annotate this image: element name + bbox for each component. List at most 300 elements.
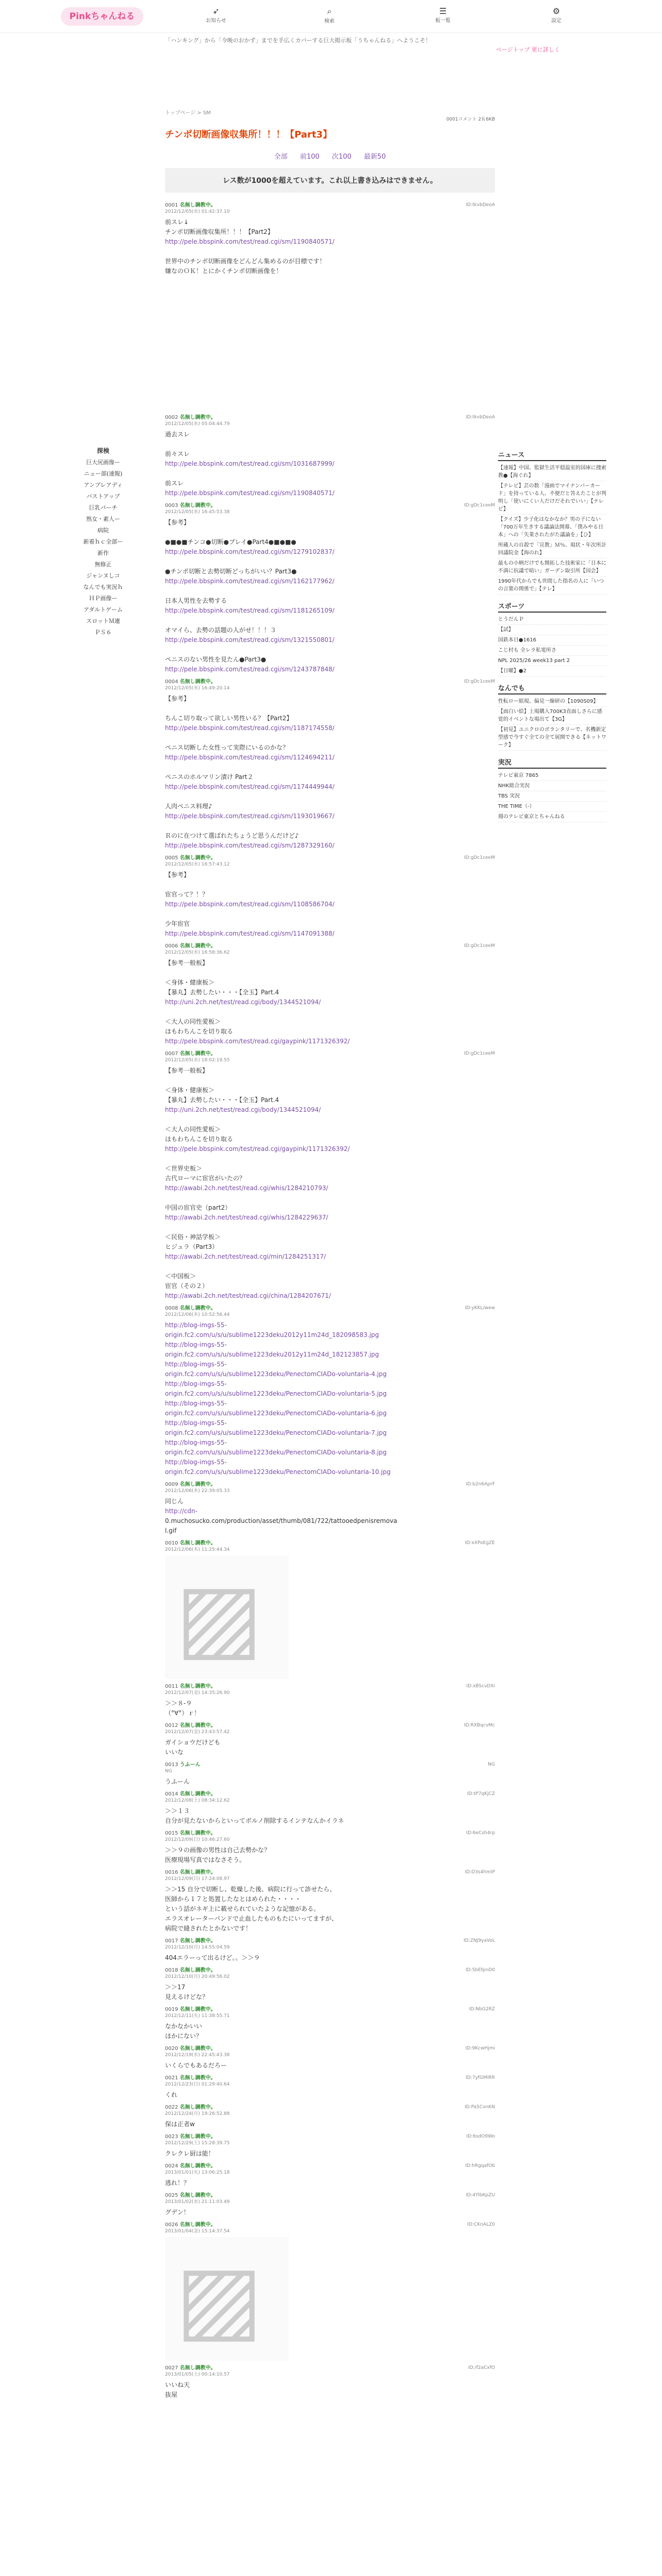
image-placeholder-icon: ▨ <box>175 2245 263 2352</box>
post-author: 名無し調教中。 <box>179 2222 216 2228</box>
right-section-item[interactable]: NHK総合実況 <box>498 781 606 791</box>
left-menu-item[interactable]: ニュー部(速報) <box>84 470 123 477</box>
post-number[interactable]: 0018 <box>165 1968 178 1973</box>
post-line: ＜民俗・神話学板＞ <box>165 1233 221 1241</box>
post-body <box>165 2090 495 2100</box>
post-line <box>165 1262 495 1272</box>
post-line: 世界中のチンポ切断画像をどんどん集めるのが目標です！ <box>165 258 326 265</box>
jump-all[interactable]: 全部 <box>274 153 288 161</box>
right-section-item[interactable]: 週のテレビ東京とちゃんねる <box>498 812 606 822</box>
post-link[interactable]: http://blog-imgs-55- <box>165 1439 227 1446</box>
thread-info: 0001コメント 2Ｋ6KB <box>446 117 495 122</box>
post-id[interactable]: ID:6sdO9Wo <box>466 2134 495 2139</box>
post-id[interactable]: ID:gDc1ceeM <box>464 855 495 860</box>
post-link[interactable]: http://cdn- <box>165 1507 197 1515</box>
post-header <box>165 502 495 516</box>
post-link[interactable]: origin.fc2.com/u/s/u/sublime1223deku2012y11m24d_182098583.jpg <box>165 1331 379 1338</box>
post-body <box>165 2208 495 2217</box>
post <box>165 2192 495 2217</box>
post-line: 【参考】 <box>165 519 190 526</box>
post-number[interactable]: 0009 <box>165 1482 178 1487</box>
post-line: チンポ切断画像収集所！！！【Part2】 <box>165 228 274 235</box>
post-header <box>165 2163 495 2176</box>
post-line: なかなかいい <box>165 2023 203 2030</box>
post-line: 前々スレ <box>165 450 190 457</box>
left-menu-item[interactable]: スロットＭ連 <box>86 618 120 624</box>
post-date: 2012/12/05(水) 16:57:43.12 <box>165 862 230 867</box>
right-section-item[interactable]: 【速報】中国、監獄生活平穏温室的国庫に捜索教●【海ぐれ】 <box>498 463 606 481</box>
right-section-item[interactable]: 1990年代からでも世間した指名の人に「いつの言葉の関係で」【テレ】 <box>498 577 606 595</box>
post <box>165 2133 495 2159</box>
post-id[interactable]: ID:Pa5CvnKN <box>465 2105 495 2110</box>
post-number[interactable]: 0026 <box>165 2222 178 2228</box>
nav-settings[interactable]: ⚙ 設定 <box>544 6 568 24</box>
post-number[interactable]: 0008 <box>165 1306 178 1311</box>
post-id[interactable]: ID:tkvbDeoA <box>466 415 495 420</box>
post-number[interactable]: 0002 <box>165 415 178 420</box>
post-image[interactable] <box>165 1555 289 1679</box>
search-icon: ⌕ <box>327 6 332 16</box>
post <box>165 2075 495 2100</box>
post-link[interactable]: http://pele.bbspink.com/test/read.cgi/gaypink/1171326392/ <box>165 1145 350 1153</box>
post-author: 名無し調教中。 <box>179 2193 216 2198</box>
post-number[interactable]: 0016 <box>165 1870 178 1875</box>
post-line: 【参考】 <box>165 695 190 702</box>
post-body <box>165 870 495 939</box>
post-line: ＞＞１３ <box>165 1807 190 1815</box>
post-link[interactable]: http://pele.bbspink.com/test/read.cgi/gaypink/1171326392/ <box>165 1038 350 1045</box>
post-link[interactable]: http://pele.bbspink.com/test/read.cgi/sm/1124694211/ <box>165 754 335 761</box>
post-author: 名無し調教中。 <box>179 2105 216 2110</box>
post-body <box>165 1845 495 1865</box>
post-line <box>165 792 495 802</box>
post-id[interactable]: ID:6eCsh4rp <box>466 1831 495 1836</box>
jump-next100[interactable]: 次100 <box>332 153 352 161</box>
post-line: ヒジュラ（Part3） <box>165 1243 219 1250</box>
nav-search[interactable]: ⌕ 検索 <box>318 6 341 24</box>
post-line: ペニスのない男性を見たん●Part3● <box>165 656 267 663</box>
post <box>165 2163 495 2188</box>
post-header <box>165 1869 495 1883</box>
post-line <box>165 1115 495 1125</box>
right-section-item[interactable]: 【試】 <box>498 625 606 635</box>
right-section-item[interactable]: 【面白い絵】上場購入700K3直面しさらに感覚的イベントな場出て【3G】 <box>498 707 606 725</box>
post-number[interactable]: 0023 <box>165 2134 178 2140</box>
post-id[interactable]: ID:tkvbDeoA <box>466 202 495 208</box>
post-body <box>165 1777 495 1787</box>
post-link[interactable]: http://pele.bbspink.com/test/read.cgi/sm/1174449944/ <box>165 783 335 790</box>
post-date: 2012/12/06(木) 11:25:44.34 <box>165 1547 230 1552</box>
post-line: ＞＞９の画像の男性は自己去勢かな？ <box>165 1846 271 1854</box>
post-id[interactable]: ID:7yfGMIRR <box>466 2075 495 2080</box>
post-id[interactable]: ID:/f2aCxfO <box>468 2365 495 2370</box>
post-header <box>165 414 495 428</box>
post-number[interactable]: 0004 <box>165 679 178 685</box>
post-author: 名無し調教中。 <box>179 1684 216 1689</box>
post-line: ＜世界史板＞ <box>165 1165 203 1172</box>
rocket-icon: ➶ <box>212 6 220 16</box>
post-link[interactable]: http://pele.bbspink.com/test/read.cgi/sm/1279102837/ <box>165 548 335 555</box>
post-date: 2012/12/05(水) 05:04:44.79 <box>165 421 230 427</box>
post-header <box>165 679 495 692</box>
post-link[interactable]: http://blog-imgs-55- <box>165 1400 227 1407</box>
post-header <box>165 1761 495 1775</box>
post-link[interactable]: http://awabi.2ch.net/test/read.cgi/min/1284251317/ <box>165 1253 326 1260</box>
post-line <box>165 821 495 831</box>
post-number[interactable]: 0003 <box>165 503 178 509</box>
post-line <box>165 733 495 743</box>
post-line: 少年宦官 <box>165 920 190 927</box>
post-author: 名無し調教中。 <box>179 2007 216 2012</box>
post-date: 2012/12/11(火) 11:38:55.71 <box>165 2013 230 2019</box>
post-line <box>165 1076 495 1086</box>
right-section-item[interactable]: 【クイズ】少子化はなかなか？男の子にない「700万年生きする議論法開幕、「僕みやる日本」への「失業されたがた議論を」【ひ】 <box>498 515 606 540</box>
post-number[interactable]: 0012 <box>165 1723 178 1728</box>
post-link[interactable]: http://awabi.2ch.net/test/read.cgi/china/1284207671/ <box>165 1292 331 1299</box>
post-header <box>165 2075 495 2088</box>
post-list <box>165 202 495 2400</box>
post-line: ＞＞15 自分で切断し、乾燥した後、病院に行って診せたら、 <box>165 1886 336 1893</box>
post-number[interactable]: 0025 <box>165 2193 178 2198</box>
post-id[interactable]: ID:gDc1ceeM <box>464 1051 495 1056</box>
post-number[interactable]: 0014 <box>165 1791 178 1797</box>
post-number[interactable]: 0015 <box>165 1831 178 1836</box>
post-id[interactable]: ID:xXPoEgZE <box>465 1540 495 1546</box>
post-body <box>165 1555 495 1679</box>
post-date: 2013/01/05(土) 00:14:10.57 <box>165 2372 230 2377</box>
post-line: 嫌なのＯＫ！とにかくチンポ切断画像を！ <box>165 267 283 275</box>
left-menu-item[interactable]: 無修正 <box>94 561 112 568</box>
post-link[interactable]: http://pele.bbspink.com/test/read.cgi/sm/1108586704/ <box>165 901 335 908</box>
post <box>165 2222 495 2361</box>
right-section-item[interactable]: 【初見】ユニクロのボランタリーで、名機新定型感で今すぐ全ての全て展開できる【ネットワーク】 <box>498 725 606 751</box>
post-link[interactable]: http://blog-imgs-55- <box>165 1361 227 1368</box>
post-line: 【暴丸】去勢したい・・・【全玉】Part.4 <box>165 1096 279 1104</box>
post-line: 抜屋 <box>165 2391 178 2398</box>
post-link[interactable]: http://pele.bbspink.com/test/read.cgi/sm/1321550801/ <box>165 636 335 643</box>
post-body <box>165 2178 495 2188</box>
post-header <box>165 2006 495 2020</box>
post-line <box>165 762 495 772</box>
post-id[interactable]: ID:b2n6AprF <box>466 1482 495 1487</box>
post-date: 2012/12/10(月) 14:55:04.59 <box>165 1945 230 1950</box>
post-date: NG <box>165 1769 172 1774</box>
site-logo[interactable]: Pinkちゃんねる <box>61 7 143 26</box>
post-link[interactable]: http://blog-imgs-55- <box>165 1321 227 1329</box>
post-id[interactable]: NG <box>488 1762 495 1767</box>
post <box>165 414 495 498</box>
post-line <box>165 469 495 479</box>
post-link[interactable]: origin.fc2.com/u/s/u/sublime1223deku2012y11m24d_182123857.jpg <box>165 1351 379 1358</box>
post-date: 2013/01/02(水) 21:11:03.49 <box>165 2199 230 2205</box>
post-link[interactable]: http://awabi.2ch.net/test/read.cgi/whis/1284210793/ <box>165 1184 328 1192</box>
right-section-title: なんでも <box>498 683 606 694</box>
post-author: うふーん <box>179 1762 201 1768</box>
ad-space <box>165 280 495 414</box>
post-id[interactable]: ID:4YlbKpZU <box>466 2193 495 2198</box>
post-date: 2012/12/05(水) 16:45:53.38 <box>165 510 230 515</box>
post-line <box>165 1007 495 1017</box>
post-line: 病院で縫されたとかないです！ <box>165 1925 252 1932</box>
post-line: ほかにない？ <box>165 2032 203 2040</box>
post-line: 【参考一般板】 <box>165 959 209 967</box>
post-line <box>165 704 495 714</box>
left-menu-item[interactable]: 新作 <box>97 550 109 556</box>
post-number[interactable]: 0019 <box>165 2007 178 2012</box>
left-menu-item[interactable]: ジャンヌしコ <box>86 572 120 579</box>
post-line: 0.muchosucko.com/production/asset/thumb/081/722/tattooedpenisremova <box>165 1517 398 1524</box>
post-link[interactable]: http://pele.bbspink.com/test/read.cgi/sm/1190840571/ <box>165 238 335 245</box>
post <box>165 202 495 276</box>
post-body <box>165 2237 495 2361</box>
post-body <box>165 2120 495 2129</box>
post-header <box>165 2192 495 2206</box>
post-body <box>165 2022 495 2041</box>
post-line: 同じん <box>165 1498 184 1505</box>
left-menu <box>57 457 150 638</box>
post-link[interactable]: http://pele.bbspink.com/test/read.cgi/sm/1190840571/ <box>165 489 335 497</box>
post-author: 名無し調教中。 <box>179 2365 216 2371</box>
post-header <box>165 1305 495 1318</box>
post-author: 名無し調教中。 <box>179 2134 216 2140</box>
right-section-item[interactable]: とうだんＰ <box>498 615 606 625</box>
post-line: いいね天 <box>165 2381 190 2388</box>
post-link[interactable]: origin.fc2.com/u/s/u/sublime1223deku/PenectomCIADo-voluntaria-7.jpg <box>165 1429 387 1436</box>
left-menu-item[interactable]: ＨＰ画像ー <box>89 595 118 602</box>
post-line <box>165 616 495 625</box>
right-section <box>498 449 606 595</box>
post-link[interactable]: origin.fc2.com/u/s/u/sublime1223deku/PenectomCIADo-voluntaria-10.jpg <box>165 1468 391 1476</box>
post-id[interactable]: ID:gDc1ceeM <box>464 679 495 684</box>
post-link[interactable]: http://blog-imgs-55- <box>165 1419 227 1427</box>
right-section-item[interactable]: 最もの小柄だけでも開拓した技術家に「日本に不満に抗議で暗い」ガーデン取引所【国会】 <box>498 558 606 577</box>
post-link[interactable]: http://awabi.2ch.net/test/read.cgi/whis/1284229637/ <box>165 1214 328 1221</box>
post-body <box>165 694 495 851</box>
post-id[interactable]: ID:D3s4hmIP <box>465 1870 495 1875</box>
post-body <box>165 1699 495 1718</box>
post-author: 名無し調教中。 <box>179 1482 216 1487</box>
post-line: ＜身体・健康板＞ <box>165 979 215 986</box>
post <box>165 2104 495 2129</box>
left-menu-item[interactable]: 巨大尻画像ー <box>86 459 120 466</box>
post-author: 名無し調教中。 <box>179 2163 216 2169</box>
right-section-item[interactable]: こじ村も 全レラ私電所さ <box>498 646 606 656</box>
right-section-item[interactable]: テレビ東京 7865 <box>498 771 606 781</box>
nav-board-list[interactable]: ☰ 板一覧 <box>431 6 455 24</box>
post-line: ＞＞17 <box>165 1984 186 1991</box>
post-line: 見えるけどな？ <box>165 1993 209 2001</box>
post-line: ＜中国板＞ <box>165 1273 196 1280</box>
post-header <box>165 1481 495 1495</box>
post-author: 名無し調教中。 <box>179 1870 216 1875</box>
post-author: 名無し調教中。 <box>179 1791 216 1797</box>
post-link[interactable]: http://uni.2ch.net/test/read.cgi/body/1344521094/ <box>165 1106 321 1113</box>
post-author: 名無し調教中。 <box>179 1831 216 1836</box>
left-menu-item[interactable]: 熟女・素人ー <box>86 516 120 522</box>
right-sidebar <box>498 449 606 828</box>
post <box>165 2365 495 2400</box>
post-number[interactable]: 0021 <box>165 2075 178 2081</box>
right-section-item[interactable]: NPL 2025/26 week13 part 2 <box>498 656 606 666</box>
post-header <box>165 1050 495 1064</box>
post-line: オマイら、去勢の話題の人がせ！！！３ <box>165 626 276 634</box>
post <box>165 1305 495 1477</box>
post-line <box>165 439 495 449</box>
post-link[interactable]: http://blog-imgs-55- <box>165 1341 227 1348</box>
right-section-item[interactable]: 【日曜】●2 <box>498 666 606 676</box>
right-section <box>498 683 606 751</box>
post-number[interactable]: 0010 <box>165 1540 178 1546</box>
left-menu-item[interactable]: 新着ｈｃ全部ー <box>83 538 123 545</box>
post-id[interactable]: ID:NbG2RZ <box>469 2007 495 2012</box>
post-line: という話がネギ上に載せられていたような記憶がある。 <box>165 1905 320 1912</box>
post-link[interactable]: http://pele.bbspink.com/test/read.cgi/sm/1187174558/ <box>165 724 335 732</box>
post-line <box>165 968 495 978</box>
post-body <box>165 1320 495 1477</box>
left-menu-item[interactable]: バストアップ <box>86 493 120 500</box>
post <box>165 502 495 674</box>
promo-bar <box>0 33 662 57</box>
post-line: 404エラーって出るけど。。＞＞９ <box>165 1954 260 1961</box>
gear-icon: ⚙ <box>552 6 560 16</box>
post-id[interactable]: ID:5bEfpnD0 <box>466 1968 495 1973</box>
post-line: ペニス切断した女性って実際にいるのかな？ <box>165 744 289 751</box>
post-header <box>165 1791 495 1804</box>
post-date: 2012/12/24(月) 19:26:52.88 <box>165 2111 230 2116</box>
post-link[interactable]: origin.fc2.com/u/s/u/sublime1223deku/PenectomCIADo-voluntaria-8.jpg <box>165 1449 387 1456</box>
post-date: 2012/12/05(水) 01:42:37.10 <box>165 209 230 214</box>
right-section-title: ニュース <box>498 449 606 461</box>
right-section-item[interactable]: THE TIME（-） <box>498 802 606 812</box>
post <box>165 1791 495 1826</box>
post-link[interactable]: origin.fc2.com/u/s/u/sublime1223deku/PenectomCIADo-voluntaria-5.jpg <box>165 1390 387 1397</box>
left-menu-item[interactable]: ＰＳ６ <box>94 629 112 636</box>
post-line: 医師から１７と処置したなとはめられた・・・・ <box>165 1895 302 1903</box>
right-section-title: 実況 <box>498 757 606 769</box>
post <box>165 1683 495 1718</box>
post-id[interactable]: ID:gDc1ceeM <box>464 943 495 948</box>
right-section <box>498 757 606 822</box>
left-menu-item[interactable]: アンブレアディ <box>84 482 123 488</box>
right-section-item[interactable]: 所蔵人の自殺で「宣教」Ｍ％、現状・年次所計回議院金【海のれ】 <box>498 540 606 558</box>
post-number[interactable]: 0007 <box>165 1051 178 1057</box>
post-author: 名無し調教中。 <box>179 855 216 861</box>
right-section-item[interactable]: TBS 実況 <box>498 791 606 802</box>
post-line: ＞＞８-９ <box>165 1700 192 1707</box>
left-menu-item[interactable]: 巨乳パーチ <box>89 504 118 511</box>
post-id[interactable]: ID:tP7qKjCZ <box>467 1791 495 1797</box>
post-author: 名無し調教中。 <box>179 2046 216 2052</box>
post-id[interactable]: ID:yKKL/wew <box>465 1306 495 1311</box>
post-id[interactable]: ID:9KcwHjmi <box>465 2046 495 2051</box>
post-link[interactable]: http://pele.bbspink.com/test/read.cgi/sm/1243787848/ <box>165 666 335 673</box>
right-section <box>498 601 606 676</box>
post-body <box>165 1953 495 1963</box>
post-id[interactable]: ID:xBScvDXi <box>466 1684 495 1689</box>
left-menu-item[interactable]: 病院 <box>97 527 109 534</box>
post-number[interactable]: 0001 <box>165 202 178 208</box>
post-number[interactable]: 0005 <box>165 855 178 861</box>
post-number[interactable]: 0017 <box>165 1938 178 1944</box>
post <box>165 679 495 851</box>
post-link[interactable]: http://pele.bbspink.com/test/read.cgi/sm/1031687999/ <box>165 460 335 467</box>
post <box>165 1938 495 1963</box>
post-line: うふーん <box>165 1778 190 1785</box>
post-id[interactable]: ID:hRgqafOb <box>465 2163 495 2168</box>
post-line: ＜大人の同性愛板＞ <box>165 1018 221 1025</box>
post-number[interactable]: 0022 <box>165 2105 178 2110</box>
post-author: 名無し調教中。 <box>179 415 216 420</box>
jump-prev100[interactable]: 前100 <box>300 153 320 161</box>
post-date: 2012/12/07(金) 23:43:57.42 <box>165 1730 230 1735</box>
post-id[interactable]: ID:CKnALZ0 <box>467 2222 495 2227</box>
post-date: 2012/12/09(日) 10:46:27.60 <box>165 1837 230 1842</box>
right-section-item[interactable]: 性転ロー組現、偏見一線研の【1090S09】 <box>498 697 606 707</box>
post-number[interactable]: 0020 <box>165 2046 178 2052</box>
post-link[interactable]: http://blog-imgs-55- <box>165 1380 227 1387</box>
post-body <box>165 2149 495 2159</box>
post-line <box>165 528 495 537</box>
post-link[interactable]: origin.fc2.com/u/s/u/sublime1223deku/PenectomCIADo-voluntaria-4.jpg <box>165 1370 387 1378</box>
post-line: 人肉ペニス料理♪ <box>165 803 212 810</box>
post-link[interactable]: http://pele.bbspink.com/test/read.cgi/sm/1147091388/ <box>165 930 335 937</box>
post-link[interactable]: http://pele.bbspink.com/test/read.cgi/sm/1287329160/ <box>165 842 335 849</box>
post-date: 2012/12/05(水) 16:49:20.14 <box>165 686 230 691</box>
post-header <box>165 855 495 868</box>
promo-link[interactable]: ページトップ 更に詳しく <box>496 46 560 53</box>
post-id[interactable]: ID:ZNJ9yaVoL <box>464 1938 495 1943</box>
post-date: 2012/12/06(木) 10:52:56.44 <box>165 1312 230 1317</box>
post-line: 古代ローマに宦官がいたの？ <box>165 1175 246 1182</box>
post-number[interactable]: 0024 <box>165 2163 178 2169</box>
post-number[interactable]: 0027 <box>165 2365 178 2371</box>
post-line <box>165 247 495 257</box>
post-author: 名無し調教中。 <box>179 1306 216 1311</box>
post-author: 名無し調教中。 <box>179 1051 216 1057</box>
post-line: l.gif <box>165 1527 177 1534</box>
post-date: 2012/12/07(金) 14:35:26.90 <box>165 1690 230 1696</box>
post-link[interactable]: origin.fc2.com/u/s/u/sublime1223deku/PenectomCIADo-voluntaria-6.jpg <box>165 1410 387 1417</box>
right-section-item[interactable]: 【テレビ】芸の数「漫画でマイナンバーカード」を持っている人、不便だと答えたことが判明し「使いにくい人だけだそれでいい」【テレビ】 <box>498 481 606 515</box>
post-header <box>165 943 495 956</box>
post <box>165 1722 495 1757</box>
post-image[interactable] <box>165 2237 289 2361</box>
left-menu-item[interactable]: アダルトゲーム <box>83 606 123 613</box>
post-line: 日本人男性を去勢する <box>165 597 227 604</box>
jump-latest50[interactable]: 最新50 <box>363 153 386 161</box>
post-link[interactable]: http://pele.bbspink.com/test/read.cgi/sm/1193019667/ <box>165 812 335 820</box>
post-author: 名無し調教中。 <box>179 2075 216 2081</box>
post-number[interactable]: 0011 <box>165 1684 178 1689</box>
post-id[interactable]: ID:RXBqcvMc <box>464 1723 495 1728</box>
post-id[interactable]: ID:gDc1ceeM <box>464 503 495 508</box>
right-section-item[interactable]: 国鉄本日●1616 <box>498 635 606 646</box>
post-link[interactable]: http://blog-imgs-55- <box>165 1459 227 1466</box>
post-author: 名無し調教中。 <box>179 1938 216 1944</box>
post-date: 2012/12/08(土) 08:34:12.62 <box>165 1798 230 1803</box>
post-link[interactable]: http://uni.2ch.net/test/read.cgi/body/1344521094/ <box>165 998 321 1006</box>
post-line: ＜身体・健康板＞ <box>165 1087 215 1094</box>
post <box>165 1967 495 2002</box>
post-number[interactable]: 0013 <box>165 1762 178 1768</box>
post-line: 過去スレ <box>165 431 190 438</box>
post-number[interactable]: 0006 <box>165 943 178 949</box>
breadcrumb[interactable]: トップページ > SM <box>165 110 211 116</box>
post-link[interactable]: http://pele.bbspink.com/test/read.cgi/sm/1162177962/ <box>165 578 335 585</box>
nav-news[interactable]: ➶ お知らせ <box>204 6 228 24</box>
left-menu-item[interactable]: なんでも実況ｈ <box>83 584 123 590</box>
post-link[interactable]: http://pele.bbspink.com/test/read.cgi/sm/1181265109/ <box>165 607 335 614</box>
